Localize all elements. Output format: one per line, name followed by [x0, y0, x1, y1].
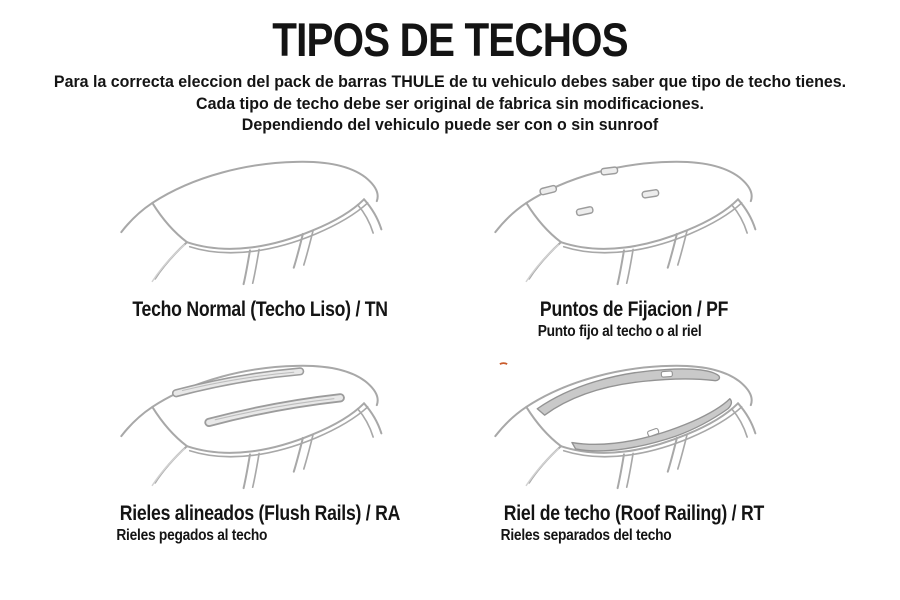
- roof-type-caption-group: [522, 296, 746, 342]
- page-title: TIPOS DE TECHOS: [272, 13, 628, 66]
- intro-text: [27, 71, 873, 136]
- flush-rails: [176, 371, 340, 422]
- roof-type-subcaption-pf: Punto fijo al techo o al riel: [537, 322, 702, 340]
- smooth-roof-illustration: [104, 150, 416, 296]
- roof-type-caption-tn: Techo Normal (Techo Liso) / TN: [132, 297, 388, 321]
- roof-type-caption-group: [108, 296, 412, 342]
- roof-type-caption-group: [93, 500, 427, 546]
- roof-type-caption-group: [479, 500, 789, 546]
- scan-artifact-mark: [500, 363, 507, 364]
- roof-type-subcaption-rt: Rieles separados del techo: [500, 526, 672, 544]
- roof-type-card-rt: [414, 354, 854, 546]
- raised-rails: [537, 368, 731, 450]
- roof-type-subcaption-tn: [129, 322, 391, 342]
- roof-types-infographic: [0, 12, 900, 600]
- intro-line-2: Cada tipo de techo debe ser original de fabrica sin modificaciones.: [196, 93, 704, 113]
- roof-type-subcaption-ra: Rieles pegados al techo: [116, 526, 268, 544]
- intro-line-3: Dependiendo del vehiculo puede ser con o sin sunroof: [241, 115, 659, 134]
- roof-type-caption-pf: Puntos de Fijacion / PF: [539, 297, 729, 321]
- fixation-point-pads: [539, 166, 659, 215]
- roof-type-card-pf: [414, 150, 854, 342]
- flush-rails-roof-illustration: [104, 354, 416, 500]
- roof-type-caption-rt: Riel de techo (Roof Railing) / RT: [503, 501, 765, 525]
- intro-line-1: Para la correcta eleccion del pack de barras THULE de tu vehiculo debes saber que tipo de techo tienes.: [53, 72, 847, 91]
- roof-type-caption-ra: Rieles alineados (Flush Rails) / RA: [119, 501, 401, 525]
- fixation-points-roof-illustration: [478, 150, 790, 296]
- roof-types-grid: [10, 150, 890, 546]
- raised-railing-roof-illustration: [478, 354, 790, 500]
